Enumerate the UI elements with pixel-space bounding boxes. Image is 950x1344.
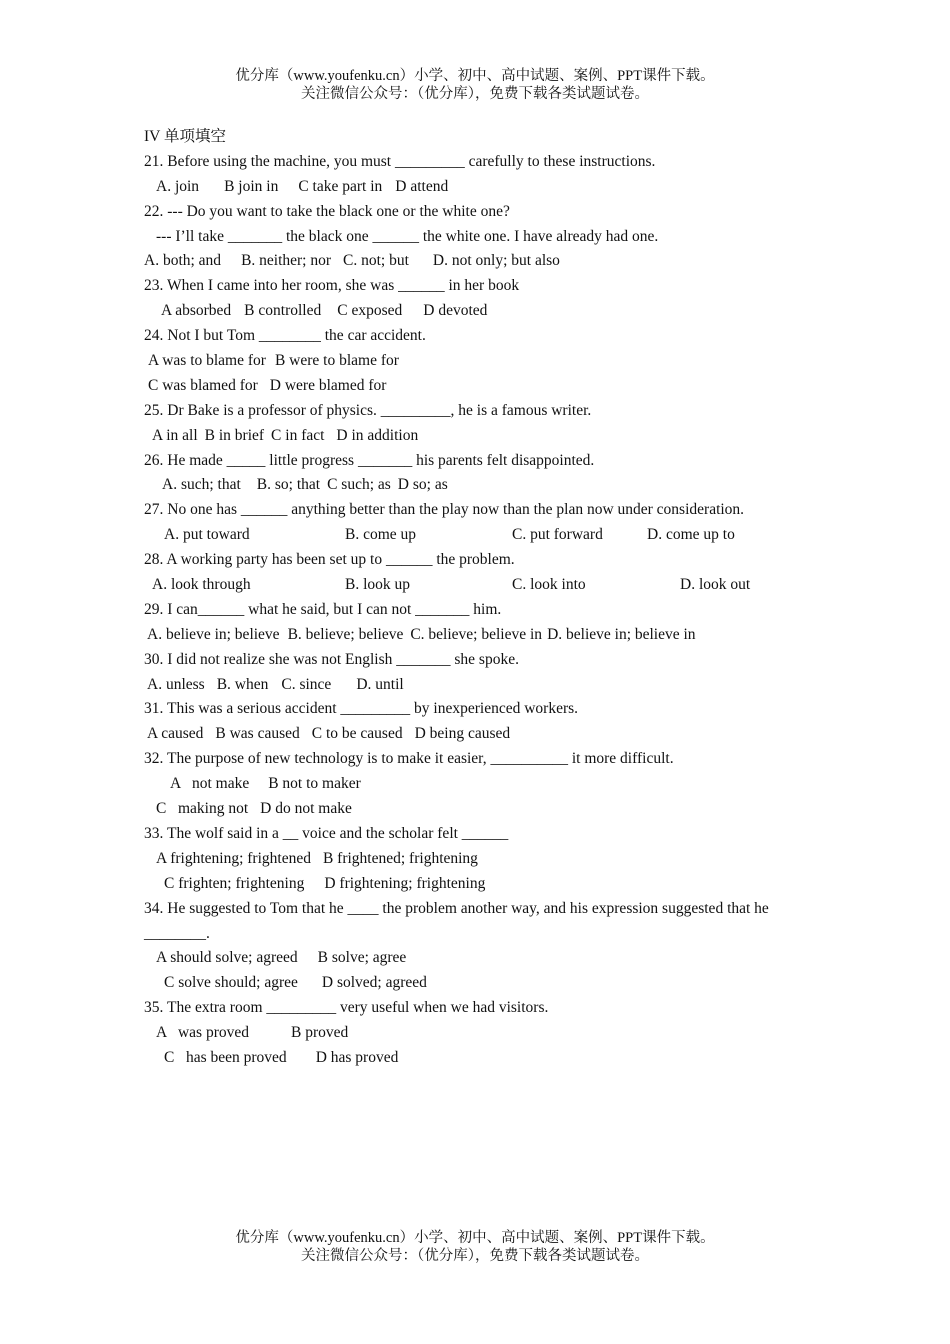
option-a: A. put toward	[164, 526, 250, 544]
option-d: D. until	[356, 675, 404, 693]
page-header	[0, 67, 950, 103]
section-title: IV 单项填空	[144, 128, 226, 145]
question-34-options-row-1	[144, 946, 824, 971]
option-c: C. look into	[512, 576, 586, 594]
option-b: B frightened; frightening	[322, 849, 478, 867]
question-32-stem: 32. The purpose of new technology is to make it easier, __________ it more difficult.	[144, 750, 674, 768]
option-d: D being caused	[414, 725, 511, 743]
option-d: D so; as	[397, 476, 448, 494]
question-28-options	[144, 573, 824, 598]
option-b: B. believe; believe	[287, 625, 404, 643]
question-28-stem: 28. A working party has been set up to ______ the problem.	[144, 551, 515, 569]
option-a: A was to blame for	[148, 352, 266, 370]
option-a: A. join	[156, 177, 200, 195]
option-d: D has proved	[315, 1048, 399, 1066]
question-33-stem: 33. The wolf said in a __ voice and the scholar felt ______	[144, 824, 509, 842]
option-c: C was blamed for	[148, 376, 258, 394]
header-line-1: 优分库（www.youfenku.cn）小学、初中、高中试题、案例、PPT课件下载。	[235, 68, 715, 84]
question-34-options-row-2	[144, 971, 824, 996]
option-d: D. not only; but also	[432, 252, 560, 270]
question-30-options	[144, 673, 824, 698]
question-29-stem: 29. I can______ what he said, but I can not _______ him.	[144, 600, 502, 618]
option-d: D. look out	[680, 576, 751, 594]
option-a: A not make	[170, 775, 250, 793]
question-26-stem: 26. He made _____ little progress _______ his parents felt disappointed.	[144, 451, 595, 469]
option-a: A in all	[152, 426, 198, 444]
option-c: C. put forward	[512, 526, 603, 544]
question-27-options	[144, 523, 824, 548]
option-c: C such; as	[327, 476, 391, 494]
option-b: B. look up	[345, 576, 411, 594]
option-d: D devoted	[423, 302, 488, 320]
option-d: D do not make	[260, 800, 352, 818]
question-32-options-row-1	[144, 772, 824, 797]
question-22-options	[144, 249, 824, 274]
option-a: A. look through	[152, 576, 251, 594]
question-33-options-row-1	[144, 847, 824, 872]
option-a: A. such; that	[162, 476, 241, 494]
option-a: A caused	[147, 725, 204, 743]
question-31-options	[144, 722, 824, 747]
option-b: B controlled	[244, 302, 322, 320]
option-b: B in brief	[204, 426, 265, 444]
option-c: C. believe; believe in	[410, 625, 543, 643]
question-24-stem: 24. Not I but Tom ________ the car accident.	[144, 327, 426, 345]
question-35-options-row-2	[144, 1046, 824, 1071]
question-section	[144, 125, 824, 1071]
option-b: B not to maker	[268, 775, 361, 793]
question-26-options	[144, 473, 824, 498]
question-21-stem: 21. Before using the machine, you must _________ carefully to these instructions.	[144, 152, 656, 170]
question-24-options-row-1	[144, 349, 824, 374]
question-30-stem: 30. I did not realize she was not English _______ she spoke.	[144, 650, 519, 668]
option-a: A. both; and	[144, 252, 222, 270]
header-line-2: 关注微信公众号：（优分库），免费下载各类试题试卷。	[301, 86, 649, 102]
option-b: B was caused	[215, 725, 300, 743]
option-d: D in addition	[336, 426, 419, 444]
option-b: B. so; that	[256, 476, 321, 494]
option-b: B proved	[291, 1024, 349, 1042]
option-b: B solve; agree	[317, 949, 407, 967]
question-25-stem: 25. Dr Bake is a professor of physics. _________, he is a famous writer.	[144, 401, 592, 419]
option-b: B. when	[216, 675, 269, 693]
question-23-options	[144, 299, 824, 324]
option-d: D solved; agreed	[321, 974, 427, 992]
question-23-stem: 23. When I came into her room, she was ______ in her book	[144, 277, 520, 295]
question-29-options	[144, 623, 824, 648]
option-a: A should solve; agreed	[156, 949, 298, 967]
option-c: C solve should; agree	[164, 974, 298, 992]
option-a: A. believe in; believe	[147, 625, 280, 643]
question-25-options	[144, 424, 824, 449]
option-d: D were blamed for	[269, 376, 387, 394]
question-35-options-row-1	[144, 1021, 824, 1046]
option-b: B join in	[224, 177, 279, 195]
question-27-stem: 27. No one has ______ anything better than the play now than the plan now under consideration.	[144, 501, 745, 519]
question-22-stem-answer: --- I’ll take _______ the black one ______ the white one. I have already had one.	[156, 227, 659, 245]
question-33-options-row-2	[144, 872, 824, 897]
option-c: C in fact	[271, 426, 325, 444]
option-a: A was proved	[156, 1024, 249, 1042]
option-c: C. since	[281, 675, 332, 693]
option-c: C exposed	[337, 302, 403, 320]
option-a: A. unless	[147, 675, 205, 693]
option-a: A frightening; frightened	[156, 849, 311, 867]
footer-line-1: 优分库（www.youfenku.cn）小学、初中、高中试题、案例、PPT课件下载。	[235, 1230, 715, 1246]
option-c: C. not; but	[343, 252, 409, 270]
option-c: C frighten; frightening	[164, 874, 305, 892]
option-c: C take part in	[298, 177, 383, 195]
question-32-options-row-2	[144, 797, 824, 822]
question-35-stem: 35. The extra room _________ very useful when we had visitors.	[144, 999, 549, 1017]
option-b: B. come up	[345, 526, 417, 544]
question-34-stem: 34. He suggested to Tom that he ____ the problem another way, and his expression suggested that he ________.	[144, 899, 769, 942]
footer-line-2: 关注微信公众号：（优分库），免费下载各类试题试卷。	[301, 1248, 649, 1264]
option-d: D frightening; frightening	[324, 874, 486, 892]
option-d: D attend	[395, 177, 449, 195]
question-22-stem: 22. --- Do you want to take the black one or the white one?	[144, 202, 510, 220]
option-c: C has been proved	[164, 1048, 287, 1066]
question-24-options-row-2	[144, 374, 824, 399]
option-c: C to be caused	[311, 725, 403, 743]
option-c: C making not	[156, 800, 249, 818]
option-b: B. neither; nor	[241, 252, 332, 270]
page-footer	[0, 1229, 950, 1265]
question-31-stem: 31. This was a serious accident _________ by inexperienced workers.	[144, 700, 579, 718]
option-d: D. come up to	[647, 526, 735, 544]
option-a: A absorbed	[161, 302, 232, 320]
option-d: D. believe in; believe in	[547, 625, 696, 643]
question-21-options	[144, 175, 824, 200]
option-b: B were to blame for	[274, 352, 399, 370]
